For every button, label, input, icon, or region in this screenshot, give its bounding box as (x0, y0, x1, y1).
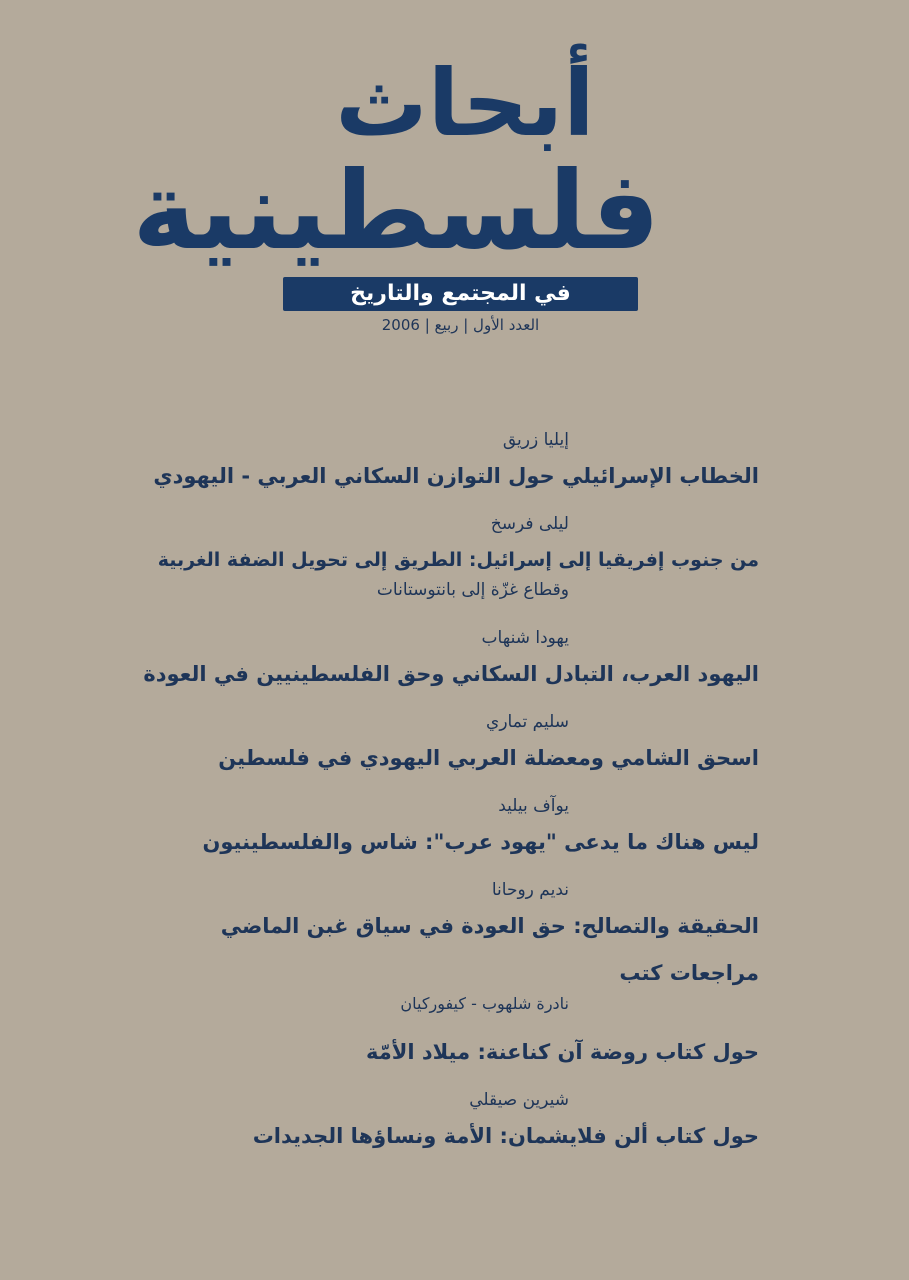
review-author: نادرة شلهوب - كيفوركيان (400, 994, 569, 1013)
article-title-line2: وقطاع غزّة إلى بانتوستانات (376, 580, 569, 600)
masthead (0, 40, 909, 340)
contents-entry (139, 709, 759, 773)
review-title: حول كتاب ألن فلايشمان: الأمة ونساؤها الجديدات (252, 1124, 759, 1148)
review-author: شيرين صيقلي (469, 1090, 569, 1110)
article-author: ليلى فرسخ (490, 514, 569, 534)
article-title: اليهود العرب، التبادل السكاني وحق الفلسطينيين في العودة (143, 662, 759, 686)
journal-title-top: أبحاث (335, 50, 595, 157)
article-author: يهودا شنهاب (481, 628, 569, 648)
contents-entry (139, 793, 759, 857)
article-author: يوآف بيليد (498, 796, 569, 816)
article-title: الحقيقة والتصالح: حق العودة في سياق غبن الماضي (220, 914, 759, 938)
table-of-contents (139, 427, 759, 1151)
article-title: الخطاب الإسرائيلي حول التوازن السكاني العربي - اليهودي (153, 464, 759, 488)
issue-info: العدد الأول | ربيع | 2006 (381, 316, 540, 334)
review-title: حول كتاب روضة آن كناعنة: ميلاد الأمّة (365, 1040, 759, 1064)
review-entry (139, 991, 759, 1067)
contents-entry (139, 427, 759, 491)
contents-entry (139, 877, 759, 941)
journal-tagline: في المجتمع والتاريخ (283, 277, 638, 311)
contents-entry (139, 625, 759, 689)
contents-entry (139, 511, 759, 605)
article-author: إيليا زريق (502, 430, 569, 450)
reviews-heading: مراجعات كتب (619, 961, 759, 985)
article-title (139, 545, 759, 605)
review-entry (139, 1087, 759, 1151)
journal-title-bottom: فلسطينية (132, 149, 660, 274)
article-author: سليم تماري (486, 712, 569, 732)
article-title: اسحق الشامي ومعضلة العربي اليهودي في فلسطين (218, 746, 759, 770)
article-author: نديم روحانا (491, 880, 569, 900)
article-title-line1: من جنوب إفريقيا إلى إسرائيل: الطريق إلى تحويل الضفة الغربية (157, 549, 759, 571)
article-title: ليس هناك ما يدعى "يهود عرب": شاس والفلسطينيون (202, 830, 759, 854)
